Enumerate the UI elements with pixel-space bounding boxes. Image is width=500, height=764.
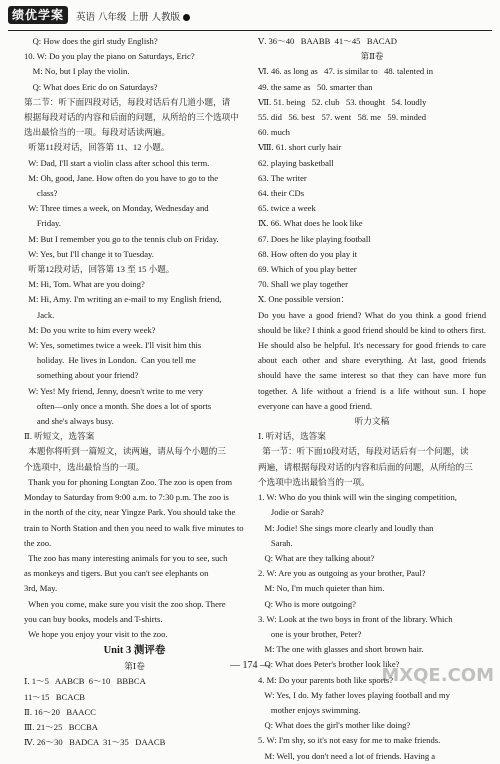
text-line: 两遍，请根据每段对话的内容和后面的问题，从所给的三 [258, 461, 473, 472]
text-line: and she's always busy. [24, 416, 114, 427]
answer-line: 64. their CDs [258, 188, 305, 199]
answer-line: 65. twice a week [258, 203, 316, 214]
text-line: 个选项中选出最恰当的一项。 [258, 476, 370, 487]
text-line: Q: How does the girl study English? [24, 36, 158, 46]
answer-line: Ⅶ. 51. being 52. club 53. thought 54. loudly [258, 96, 427, 107]
text-line: train to North Station and then you need to walk five minutes to [24, 522, 244, 533]
answer-line: 11～15 BCACB [24, 691, 86, 702]
answer-line: 63. The writer [258, 172, 307, 183]
unit-title: Unit 3 测评卷 [103, 645, 166, 657]
header-divider [8, 30, 492, 31]
brand-logo: 绩优学案 [8, 6, 68, 24]
text-line: the zoo. [24, 537, 52, 548]
section-heading: 第Ⅱ卷 [360, 51, 384, 62]
text-line: 3rd, May. [24, 583, 58, 594]
text-line: W: Yes! My friend, Jenny, doesn't write to me very [24, 385, 204, 396]
text-line: Monday to Saturday from 9:00 a.m. to 7:30 p.m. The zoo is [24, 492, 229, 503]
text-line: M: Oh, good, Jane. How often do you have to go to the [24, 172, 219, 183]
text-line: M: No, but I play the violin. [24, 66, 130, 77]
text-line: Ⅰ. 听对话，选答案 [258, 431, 326, 442]
text-line: M: No, I'm much quieter than him. [258, 583, 385, 594]
text-line: 选出最恰当的一项。每段对话读两遍。 [24, 127, 171, 138]
text-line: 10. W: Do you play the piano on Saturdays, Eric? [24, 51, 195, 62]
answer-line: Ⅲ. 21～25 BCCBA [24, 721, 98, 732]
answer-line: Ⅹ. One possible version： [258, 294, 350, 305]
answer-line: 67. Does he like playing football [258, 233, 371, 244]
text-line: The zoo has many interesting animals for you to see, such [24, 552, 228, 563]
text-line: When you come, make sure you visit the zoo shop. There [24, 598, 226, 609]
text-line: Q: What does Eric do on Saturdays? [24, 81, 158, 92]
text-line: class? [24, 188, 58, 199]
answer-line: Ⅳ. 26～30 BADCA 31～35 DAACB [24, 737, 166, 748]
section-heading: 第Ⅰ卷 [124, 661, 145, 672]
text-line: something about your friend? [24, 370, 139, 381]
text-line: M: Well, you don't need a lot of friends. Having a [258, 750, 436, 761]
answer-line: 62. playing basketball [258, 157, 334, 168]
text-line: M: Do you write to him every week? [24, 324, 156, 335]
answer-line: Ⅱ. 16～20 BAACC [24, 706, 96, 717]
text-line: M: Hi, Amy. I'm writing an e-mail to my English friend, [24, 294, 222, 305]
text-line: 3. W: Look at the two boys in front of the library. Which [258, 613, 453, 624]
text-line: Ⅱ. 听短文，选答案 [24, 431, 95, 442]
text-line: 第一节：听下面10段对话，每段对话后有一个问题，读 [258, 446, 469, 457]
text-line: M: Jodie! She sings more clearly and loudly than [258, 522, 434, 533]
answer-line: 60. much [258, 127, 290, 138]
text-line: Q: What does the girl's mother like doing? [258, 720, 411, 731]
text-line: Thank you for phoning Longtan Zoo. The zoo is open from [24, 476, 233, 487]
text-line: 1. W: Who do you think will win the singing competition, [258, 492, 457, 503]
text-line: Friday. [24, 218, 61, 229]
text-line: W: Yes, sometimes twice a week. I'll visit him this [24, 340, 202, 351]
answer-line: 68. How often do you play it [258, 248, 358, 259]
text-line: W: Dad, I'll start a violin class after school this term. [24, 157, 210, 168]
text-line: 听第12段对话，回答第 13 至 15 小题。 [24, 264, 175, 275]
text-line: M: The one with glasses and short brown hair. [258, 644, 424, 655]
answer-line: Ⅸ. 66. What does he look like [258, 218, 363, 229]
text-line: M: Hi, Tom. What are you doing? [24, 279, 145, 290]
text-line: Jodie or Sarah? [258, 507, 324, 518]
answer-line: Ⅴ. 36～40 BAABB 41～45 BACAD [258, 36, 397, 46]
answer-line: Ⅰ. 1～5 AABCB 6～10 BBBCA [24, 676, 146, 687]
answer-line: 70. Shall we play together [258, 279, 348, 290]
page-header [0, 0, 500, 30]
text-line: M: But I remember you go to the tennis club on Friday. [24, 233, 219, 244]
answer-line: Ⅷ. 61. short curly hair [258, 142, 342, 153]
section-heading: 听力文稿 [354, 416, 390, 427]
text-line: 2. W: Are you as outgoing as your brother, Paul? [258, 568, 426, 579]
page-number: — 174 — [230, 660, 270, 671]
answer-line: 69. Which of you play better [258, 264, 357, 275]
text-line: We hope you enjoy your visit to the zoo. [24, 628, 168, 639]
text-line: Q: Who is more outgoing? [258, 598, 356, 609]
text-line: holiday. He lives in London. Can you tell me [24, 355, 196, 366]
text-line: 根据每段对话的内容和后面的问题，从所给的三个选项中 [24, 112, 239, 123]
text-line: W: Yes, but I'll change it to Tuesday. [24, 248, 154, 259]
answer-line: 55. did 56. best 57. went 58. me 59. minded [258, 112, 427, 123]
text-line: you can buy books, models and T-shirts. [24, 613, 163, 624]
text-line: in the north of the city, near Yingze Park. You should take the [24, 507, 236, 518]
text-line: Jack. [24, 309, 55, 320]
text-line: W: Yes, I do. My father loves playing football and my [258, 689, 450, 700]
watermark-logo: MXQE.COM [381, 665, 494, 686]
book-subtitle: 英语 八年级 上册 人教版 [76, 9, 190, 23]
text-line: 第二节：听下面四段对话，每段对话后有几道小题，请 [24, 96, 231, 107]
text-line: one is your brother, Peter? [258, 628, 362, 639]
bullet-icon [183, 14, 190, 21]
text-line: Q: What are they talking about? [258, 552, 375, 563]
text-line: often—only once a month. She does a lot of sports [24, 400, 212, 411]
text-line: as monkeys and tigers. But you can't see elephants on [24, 568, 209, 579]
text-line: W: Three times a week, on Monday, Wednesday and [24, 203, 209, 214]
text-line: 5. W: I'm shy, so it's not easy for me to make friends. [258, 735, 441, 746]
text-line: Q: What does Peter's brother look like? [258, 659, 400, 670]
text-line: 4. M: Do your parents both like sports? [258, 674, 394, 685]
essay-paragraph: Do you have a good friend? What do you think a good friend should be like? I think a good friend should be kind to others first. He should also be helpful. It's necessary for good friends to care about each other and share everything. At last, good friends should have the same interest so that they can have more fun together. A life without a friend is a life without sun. I hope everyone can have a good friend. [258, 309, 486, 411]
answer-line: Ⅵ. 46. as long as 47. is similar to 48. talented in [258, 66, 434, 77]
text-line: Sarah. [258, 537, 293, 548]
answer-line: 49. the same as 50. smarter than [258, 81, 373, 92]
text-line: 本题你将听到一篇短文，读两遍，请从每个小题的三 [24, 446, 226, 457]
left-column [24, 34, 245, 748]
text-line: mother enjoys swimming. [258, 704, 361, 715]
text-line: 个选项中，选出最恰当的一项。 [24, 461, 145, 472]
text-line: 听第11段对话，回答第 11、12 小题。 [24, 142, 170, 153]
